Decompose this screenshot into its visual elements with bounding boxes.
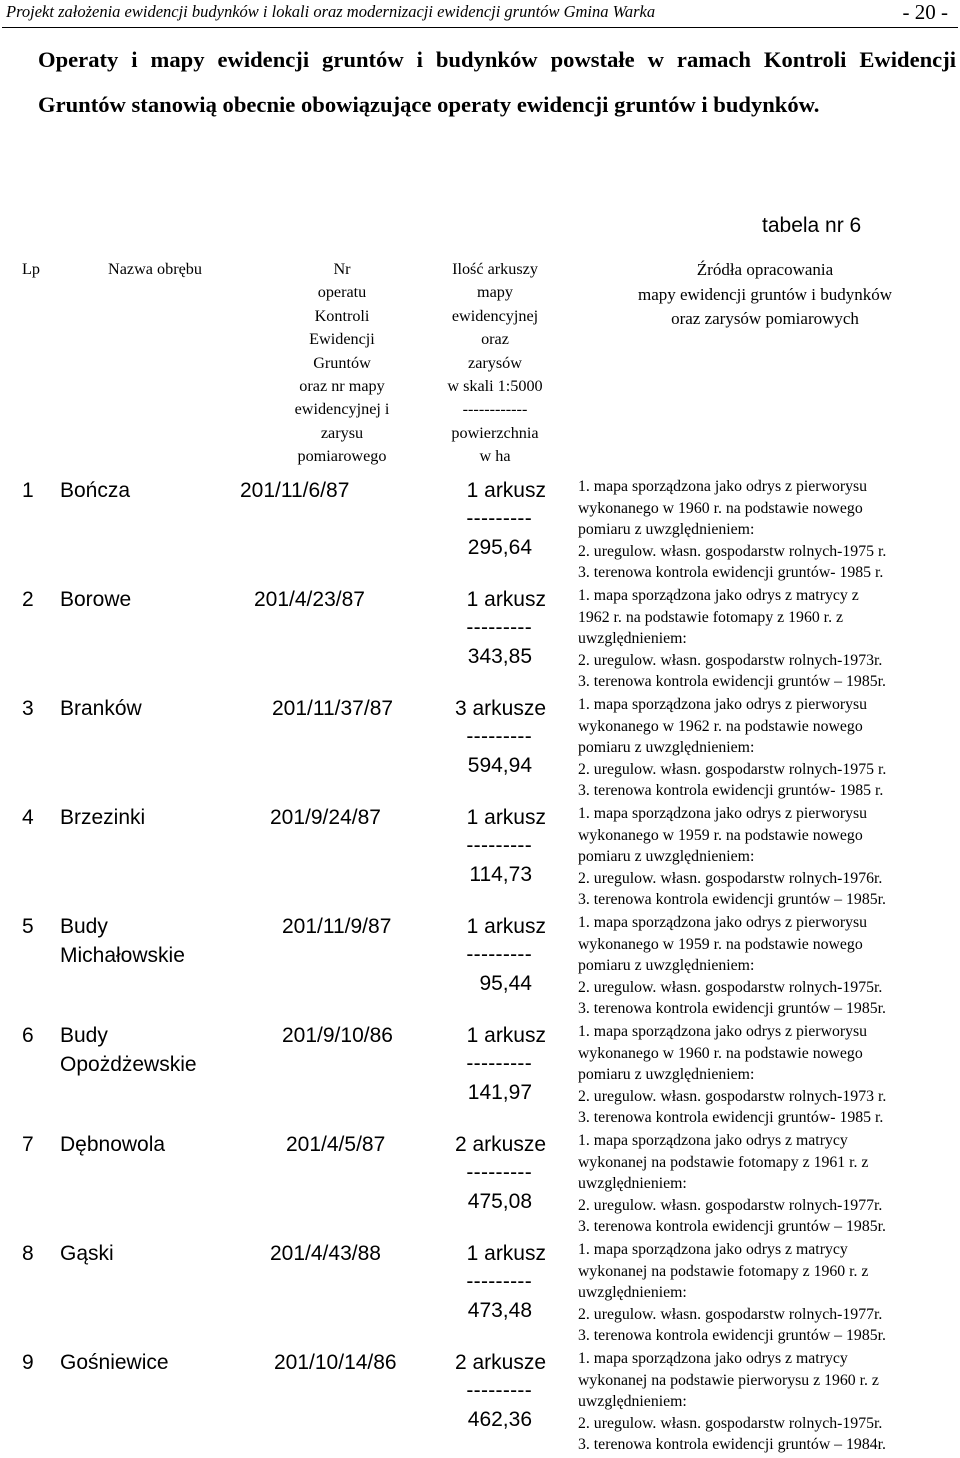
row-count: 1 arkusz bbox=[466, 1242, 546, 1265]
row-lp: 6 bbox=[22, 1024, 34, 1047]
table-row bbox=[0, 1019, 960, 1129]
row-sources: 1. mapa sporządzona jako odrys z matrycy z 1962 r. na podstawie fotomapy z 1960 r. z uwzględnieniem: 2. uregulow. własn. gospodarstw rolnych-1973r. 3. terenowa kontrola ewidencji gruntów – 1985r. bbox=[578, 587, 886, 691]
header-sources: Źródła opracowania mapy ewidencji gruntów i budynków oraz zarysów pomiarowych bbox=[637, 260, 892, 328]
row-lp: 2 bbox=[22, 588, 34, 611]
header-nr: Nr operatu Kontroli Ewidencji Gruntów oraz nr mapy ewidencyjnej i zarysu pomiarowego bbox=[294, 260, 390, 466]
row-count: 1 arkusz bbox=[466, 1024, 546, 1047]
row-name: Dębnowola bbox=[60, 1133, 166, 1156]
row-sources: 1. mapa sporządzona jako odrys z matrycy wykonanej na podstawie pierworysu z 1960 r. z uwzględnieniem: 2. uregulow. własn. gospodarstw rolnych-1975r. 3. terenowa kontrola ewidencji gruntów – 1984r. bbox=[578, 1350, 886, 1454]
header-divider bbox=[2, 27, 958, 28]
row-name: Gąski bbox=[60, 1242, 114, 1265]
row-name: Brzezinki bbox=[60, 806, 146, 829]
page-number: - 20 - bbox=[902, 0, 948, 24]
row-sources: 1. mapa sporządzona jako odrys z pierworysu wykonanego w 1960 r. na podstawie nowego pomiaru z uwzględnieniem: 2. uregulow. własn. gospodarstw rolnych-1975 r. 3. terenowa kontrola ewidencji gruntów- 1985 r. bbox=[578, 478, 887, 582]
row-name: Budy bbox=[60, 1024, 108, 1047]
row-nr: 201/4/5/87 bbox=[286, 1133, 386, 1156]
row-lp: 4 bbox=[22, 806, 34, 829]
row-nr: 201/11/9/87 bbox=[282, 915, 392, 938]
page-header bbox=[6, 2, 956, 28]
row-count: 2 arkusze bbox=[454, 1351, 546, 1374]
row-name: Budy bbox=[60, 915, 108, 938]
row-area: 473,48 bbox=[467, 1299, 532, 1322]
table-row bbox=[0, 801, 960, 911]
row-lp: 3 bbox=[22, 697, 34, 720]
table-row bbox=[0, 1237, 960, 1347]
row-nr: 201/10/14/86 bbox=[274, 1351, 397, 1374]
row-separator: --------- bbox=[466, 834, 532, 857]
row-area: 295,64 bbox=[467, 536, 532, 559]
row-area: 462,36 bbox=[467, 1408, 532, 1431]
row-name: Bończa bbox=[60, 479, 131, 502]
row-lp: 7 bbox=[22, 1133, 34, 1156]
row-separator: --------- bbox=[466, 943, 532, 966]
row-sources: 1. mapa sporządzona jako odrys z matrycy wykonanej na podstawie fotomapy z 1960 r. z uwzględnieniem: 2. uregulow. własn. gospodarstw rolnych-1977r. 3. terenowa kontrola ewidencji gruntów – 1985r. bbox=[578, 1241, 886, 1345]
header-count: Ilość arkuszy mapy ewidencyjnej oraz zarysów w skali 1:5000 ------------ powierzchnia w ha bbox=[447, 260, 543, 466]
row-lp: 5 bbox=[22, 915, 34, 938]
header-lp: Lp bbox=[22, 260, 40, 278]
row-nr: 201/9/24/87 bbox=[270, 806, 381, 829]
row-area: 343,85 bbox=[467, 645, 532, 668]
row-count: 3 arkusze bbox=[454, 697, 546, 720]
row-separator: --------- bbox=[466, 1270, 532, 1293]
row-name-line2: Michałowskie bbox=[60, 944, 185, 967]
row-name: Borowe bbox=[60, 588, 132, 611]
row-count: 1 arkusz bbox=[466, 915, 546, 938]
header-title: Projekt założenia ewidencji budynków i lokali oraz modernizacji ewidencji gruntów Gmina Warka bbox=[6, 2, 656, 21]
row-name: Gośniewice bbox=[60, 1351, 169, 1374]
row-nr: 201/4/43/88 bbox=[270, 1242, 381, 1265]
row-count: 1 arkusz bbox=[466, 479, 546, 502]
row-separator: --------- bbox=[466, 725, 532, 748]
table-row bbox=[0, 474, 960, 584]
row-separator: --------- bbox=[466, 507, 532, 530]
row-lp: 1 bbox=[22, 479, 34, 502]
row-count: 1 arkusz bbox=[466, 806, 546, 829]
row-sources: 1. mapa sporządzona jako odrys z pierworysu wykonanego w 1959 r. na podstawie nowego pomiaru z uwzględnieniem: 2. uregulow. własn. gospodarstw rolnych-1976r. 3. terenowa kontrola ewidencji gruntów – 1985r. bbox=[578, 805, 886, 909]
row-sources: 1. mapa sporządzona jako odrys z pierworysu wykonanego w 1962 r. na podstawie nowego pomiaru z uwzględnieniem: 2. uregulow. własn. gospodarstw rolnych-1975 r. 3. terenowa kontrola ewidencji gruntów- 1985 r. bbox=[578, 696, 887, 800]
header-name: Nazwa obrębu bbox=[108, 260, 202, 278]
table-row bbox=[0, 910, 960, 1020]
row-area: 475,08 bbox=[467, 1190, 532, 1213]
row-lp: 9 bbox=[22, 1351, 34, 1374]
row-area: 95,44 bbox=[479, 972, 532, 995]
row-name-line2: Opożdżewskie bbox=[60, 1053, 197, 1076]
row-separator: --------- bbox=[466, 1161, 532, 1184]
table-row bbox=[0, 1346, 960, 1456]
row-lp: 8 bbox=[22, 1242, 34, 1265]
row-nr: 201/11/37/87 bbox=[272, 697, 394, 720]
row-nr: 201/9/10/86 bbox=[282, 1024, 393, 1047]
row-nr: 201/4/23/87 bbox=[254, 588, 365, 611]
row-sources: 1. mapa sporządzona jako odrys z pierworysu wykonanego w 1960 r. na podstawie nowego pomiaru z uwzględnieniem: 2. uregulow. własn. gospodarstw rolnych-1973 r. 3. terenowa kontrola ewidencji gruntów- 1985 r. bbox=[578, 1023, 887, 1127]
row-separator: --------- bbox=[466, 616, 532, 639]
row-nr: 201/11/6/87 bbox=[240, 479, 350, 502]
row-separator: --------- bbox=[466, 1379, 532, 1402]
row-area: 141,97 bbox=[467, 1081, 532, 1104]
row-area: 114,73 bbox=[469, 863, 532, 886]
table-caption: tabela nr 6 bbox=[762, 214, 862, 237]
table-row bbox=[0, 1128, 960, 1238]
row-sources: 1. mapa sporządzona jako odrys z pierworysu wykonanego w 1959 r. na podstawie nowego pomiaru z uwzględnieniem: 2. uregulow. własn. gospodarstw rolnych-1975r. 3. terenowa kontrola ewidencji gruntów – 1985r. bbox=[578, 914, 886, 1018]
row-count: 2 arkusze bbox=[454, 1133, 546, 1156]
row-name: Branków bbox=[60, 697, 142, 720]
table-row bbox=[0, 692, 960, 802]
row-count: 1 arkusz bbox=[466, 588, 546, 611]
table-row bbox=[0, 583, 960, 693]
row-separator: --------- bbox=[466, 1052, 532, 1075]
row-area: 594,94 bbox=[467, 754, 532, 777]
row-sources: 1. mapa sporządzona jako odrys z matrycy wykonanej na podstawie fotomapy z 1961 r. z uwzględnieniem: 2. uregulow. własn. gospodarstw rolnych-1977r. 3. terenowa kontrola ewidencji gruntów – 1985r. bbox=[578, 1132, 886, 1236]
intro-paragraph: Operaty i mapy ewidencji gruntów i budynków powstałe w ramach Kontroli Ewidencji Gruntów stanowią obecnie obowiązujące operaty ewidencji gruntów i budynków. bbox=[38, 47, 956, 117]
